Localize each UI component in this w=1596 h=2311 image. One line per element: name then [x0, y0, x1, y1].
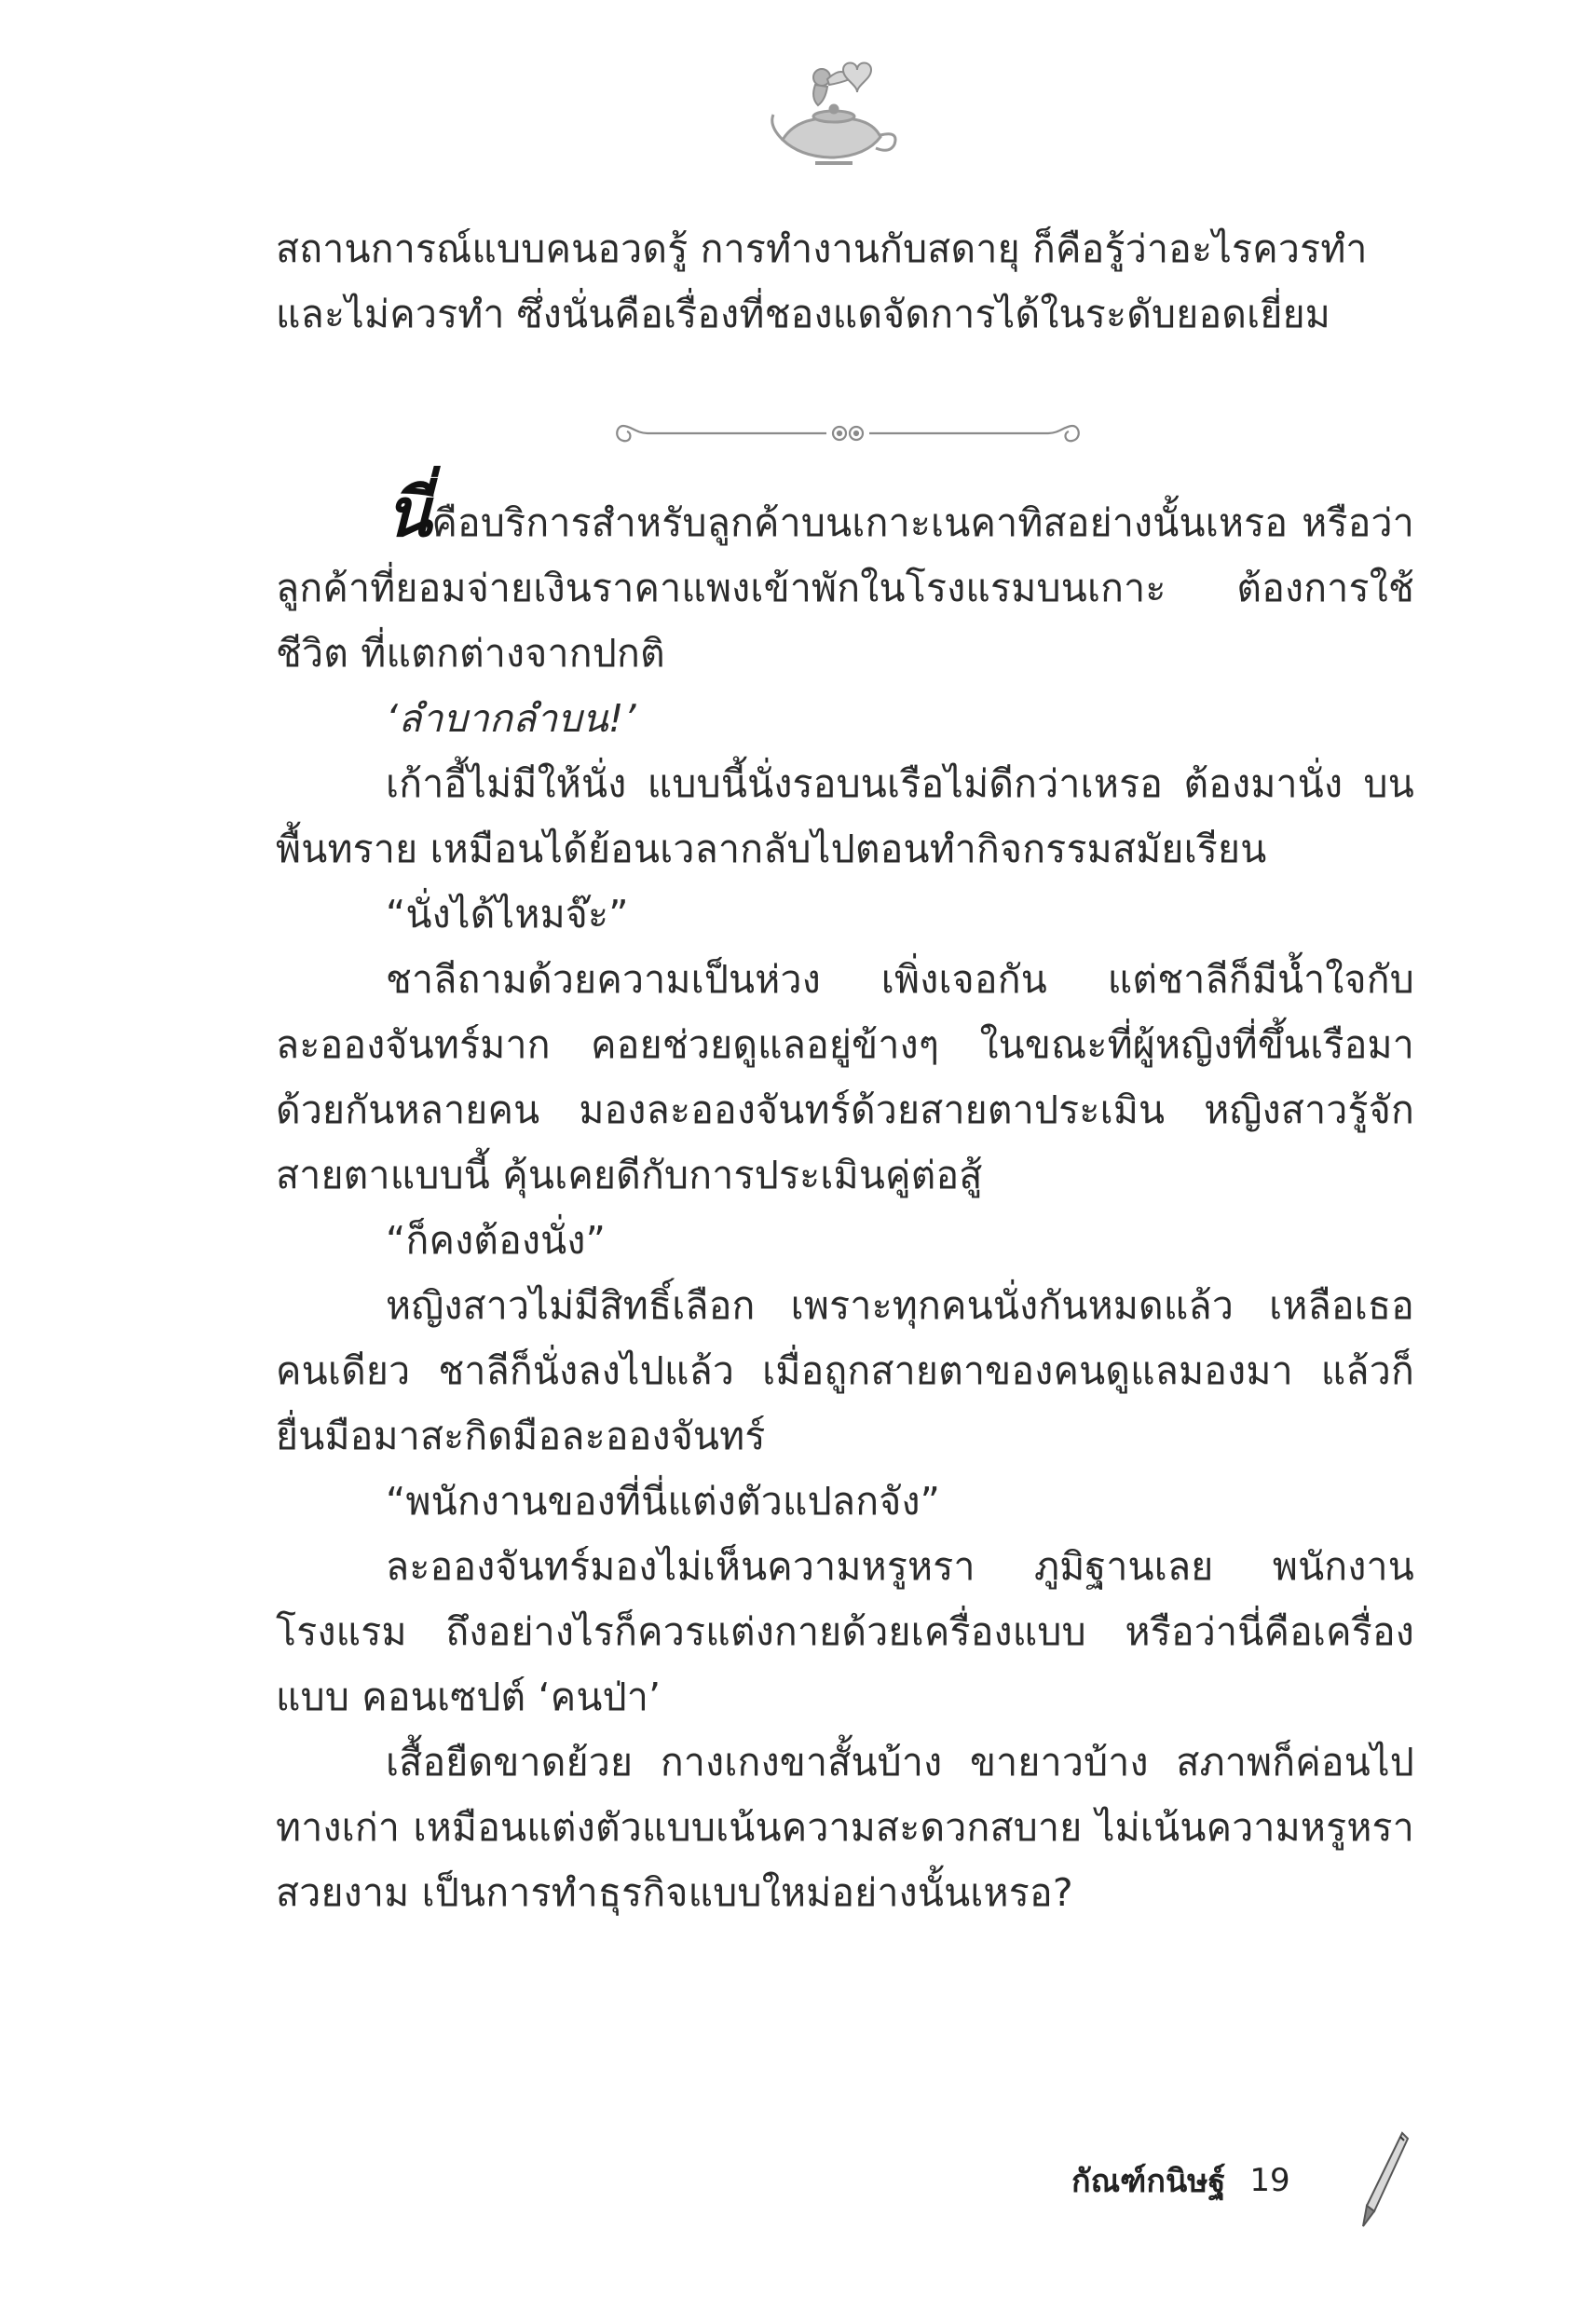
fountain-pen-icon [1356, 2129, 1412, 2232]
paragraph-2-thought: ‘ลำบากลำบน!’ [386, 696, 636, 741]
paragraph-3: เก้าอี้ไม่มีให้นั่ง แบบนี้นั่งรอบนเรือไม่ดีกว่าเหรอ ต้องมานั่ง บนพื้นทราย เหมือนได้ย้อนเวลากลับไปตอนทำกิจกรรมสมัยเรียน [276, 761, 1414, 871]
paragraph-7: หญิงสาวไม่มีสิทธิ์เลือก เพราะทุกคนนั่งกันหมดแล้ว เหลือเธอ คนเดียว ชาลีก็นั่งลงไปแล้ว เมื่อถูกสายตาของคนดูแลมองมา แล้วก็ ยื่นมือมาสะกิดมือละอองจันทร์ [276, 1283, 1414, 1458]
paragraph-10: เสื้อยืดขาดย้วย กางเกงขาสั้นบ้าง ขายาวบ้าง สภาพก็ค่อนไป ทางเก่า เหมือนแต่งตัวแบบเน้นความสะดวกสบาย ไม่เน้นความหรูหรา สวยงาม เป็นการทำธุรกิจแบบใหม่อย่างนั้นเหรอ? [276, 1740, 1414, 1915]
paragraph-9: ละอองจันทร์มองไม่เห็นความหรูหรา ภูมิฐานเลย พนักงานโรงแรม ถึงอย่างไรก็ควรแต่งกายด้วยเครื่องแบบ หรือว่านี่คือเครื่องแบบ คอนเซปต์ ‘คนป่า’ [276, 1544, 1414, 1719]
teapot-cupid-ornament-icon [764, 51, 904, 172]
paragraph-1 [276, 473, 1414, 686]
page-number: 19 [1249, 2162, 1290, 2199]
paragraph-8-dialogue: “พนักงานของที่นี่แต่งตัวแปลกจัง” [386, 1479, 941, 1524]
paragraph-6-dialogue: “ก็คงต้องนั่ง” [386, 1218, 607, 1263]
intro-line-1: สถานการณ์แบบคนอวดรู้ การทำงานกับสดายุ ก็คือรู้ว่าอะไรควรทำ [276, 226, 1368, 271]
paragraph-1-text: คือบริการสำหรับลูกค้าบนเกาะเนคาทิสอย่างนั้นเหรอ หรือว่า ลูกค้าที่ยอมจ่ายเงินราคาแพงเข้าพักในโรงแรมบนเกาะ ต้องการใช้ชีวิต ที่แตกต่างจากปกติ [276, 500, 1414, 676]
page-footer [1071, 2153, 1290, 2208]
story-body [276, 473, 1414, 1925]
book-title: กัณฑ์กนิษฐ์ [1071, 2163, 1226, 2200]
paragraph-5: ชาลีถามด้วยความเป็นห่วง เพิ่งเจอกัน แต่ชาลีก็มีน้ำใจกับ ละอองจันทร์มาก คอยช่วยดูแลอยู่ข้างๆ ในขณะที่ผู้หญิงที่ขึ้นเรือมา ด้วยกันหลายคน มองละอองจันทร์ด้วยสายตาประเมิน หญิงสาวรู้จัก สายตาแบบนี้ คุ้นเคยดีกับการประเมินคู่ต่อสู้ [276, 957, 1414, 1197]
intro-line-2: และไม่ควรทำ ซึ่งนั่นคือเรื่องที่ชองแดจัดการได้ในระดับยอดเยี่ยม [276, 292, 1331, 336]
scroll-divider-icon [610, 415, 1085, 452]
intro-paragraph [276, 216, 1414, 347]
paragraph-4-dialogue: “นั่งได้ไหมจ๊ะ” [386, 892, 629, 937]
drop-cap: นี่ [386, 473, 432, 552]
